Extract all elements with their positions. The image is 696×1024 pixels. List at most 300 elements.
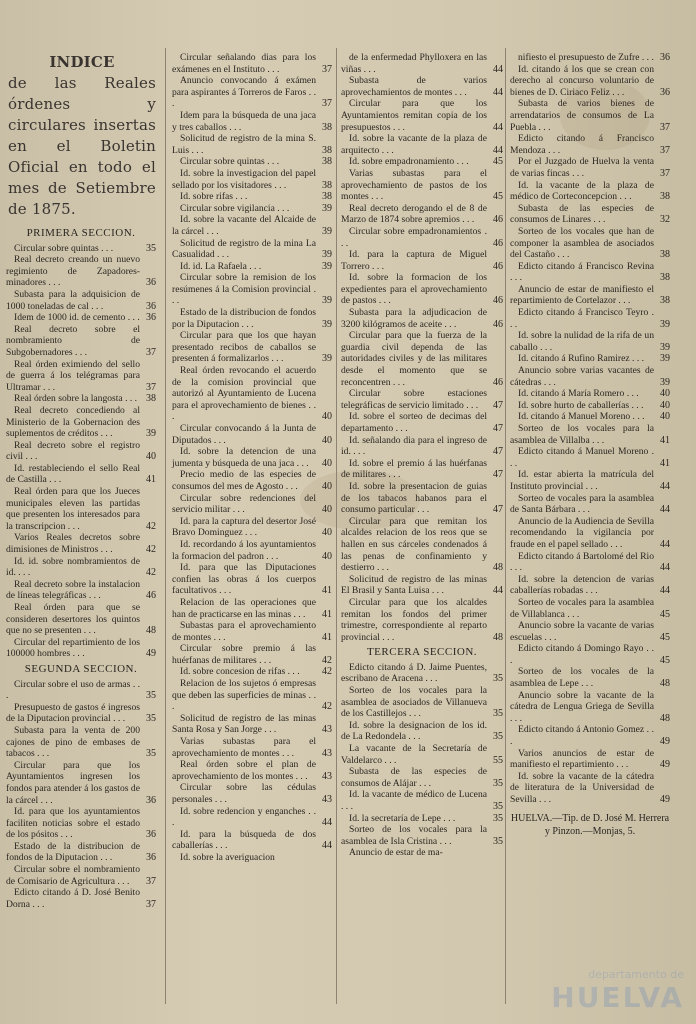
index-entry bbox=[510, 493, 670, 516]
entry-page-number: 35 bbox=[493, 731, 503, 743]
entry-page-number: 47 bbox=[493, 399, 503, 411]
index-entry bbox=[510, 620, 670, 643]
index-entry bbox=[172, 516, 332, 539]
entry-text: Real órden sobre el plan de aprovechamiento de los montes . . . bbox=[172, 759, 316, 782]
index-entry bbox=[172, 829, 332, 852]
index-entry bbox=[172, 562, 332, 597]
entry-text: Varias subastas para el aprovechamiento de montes . . . bbox=[172, 736, 316, 759]
entry-text: Sorteo de los vocales que han de componer la asamblea de asociados del Castaño . . . bbox=[510, 225, 654, 261]
entry-text: La vacante de la Secretaría de Valdelarco . . . bbox=[341, 743, 487, 766]
entry-page-number: 37 bbox=[146, 898, 156, 910]
index-entry bbox=[341, 516, 503, 574]
entry-page-number: 48 bbox=[493, 631, 503, 643]
entry-text: Circular para que los Ayuntamientos ingresen los fondos para atender á los gastos de la cárcel . . . bbox=[6, 759, 140, 806]
entry-text: Real decreto sobre la instalacion de líneas telegráficas . . . bbox=[6, 578, 140, 602]
entry-text: Circular sobre estaciones telegráficas de servicio limitado . . . bbox=[341, 388, 487, 411]
entry-text: Subastas para el aprovechamiento de montes . . . bbox=[172, 620, 316, 643]
entry-text: Circular sobre la remision de los resúmenes á la Comision provincial . . . bbox=[172, 272, 316, 307]
entry-text: Circular sobre quintas . . . bbox=[180, 156, 280, 168]
entry-text: Edicto citando á Francisco Revina . . . bbox=[510, 260, 654, 284]
index-title bbox=[6, 52, 156, 220]
entry-text: Id. para que las Diputaciones confien las obras á los cuerpos facultativos . . . bbox=[172, 562, 316, 597]
entry-page-number: 36 bbox=[660, 52, 670, 63]
index-entry bbox=[341, 743, 503, 766]
index-entry bbox=[510, 400, 670, 412]
index-entry bbox=[341, 52, 503, 75]
entry-text: Anuncio de estar de manifiesto el repartimiento de Cortelazor . . . bbox=[510, 283, 654, 307]
index-entry bbox=[172, 133, 332, 156]
index-entry bbox=[6, 679, 156, 702]
entry-list bbox=[6, 679, 156, 911]
entry-page-number: 36 bbox=[146, 794, 156, 806]
entry-page-number: 46 bbox=[493, 376, 503, 388]
entry-text: Anuncio de la Audiencia de Sevilla recomendando la vigilancia por fraude en el papel sellado . . . bbox=[510, 515, 654, 550]
entry-text: Edicto citando á Francisco Teyro . . . bbox=[510, 307, 654, 330]
index-entry bbox=[172, 261, 332, 273]
entry-text: Real órden para que los Jueces municipales eleven las partidas que presenten los interesados para la transcripcion . . . bbox=[6, 486, 140, 532]
entry-page-number: 39 bbox=[322, 225, 332, 237]
entry-page-number: 40 bbox=[322, 411, 332, 423]
entry-text: Subasta para la adjudicacion de 3200 kilógramos de aceite . . . bbox=[341, 307, 487, 330]
entry-text: Subasta de las especies de consumos de Alájar . . . bbox=[341, 766, 487, 789]
index-entry bbox=[510, 156, 670, 179]
entry-page-number: 40 bbox=[660, 399, 670, 411]
entry-page-number: 36 bbox=[146, 829, 156, 841]
index-entry bbox=[510, 690, 670, 725]
index-entry bbox=[341, 411, 503, 434]
entry-text: Edicto citando á Bartolomé del Rio . . . bbox=[510, 550, 654, 574]
index-entry bbox=[510, 203, 670, 226]
entry-text: Circular sobre el uso de armas . . . bbox=[6, 678, 141, 702]
entry-text: Id. sobre la vacante del Alcaide de la cárcel . . . bbox=[172, 214, 316, 237]
index-entry bbox=[172, 52, 332, 75]
entry-list bbox=[172, 52, 332, 864]
section-heading-tercera: TERCERA SECCION. bbox=[366, 646, 478, 659]
entry-text: Id. sobre el premio á las huérfanas de militares . . . bbox=[341, 457, 487, 481]
entry-page-number: 38 bbox=[660, 191, 670, 203]
entry-text: Circular sobre redenciones del servicio militar . . . bbox=[172, 492, 316, 516]
entry-page-number: 46 bbox=[146, 590, 156, 602]
entry-text: Relacion de los sujetos ó empresas que deben las superficies de minas . . . bbox=[172, 678, 316, 713]
entry-page-number: 44 bbox=[660, 562, 670, 574]
entry-page-number: 38 bbox=[660, 295, 670, 307]
entry-page-number: 35 bbox=[493, 673, 503, 685]
column-rule bbox=[165, 48, 166, 1004]
index-entry bbox=[172, 238, 332, 261]
entry-text: Sorteo de vocales para la asamblea de Santa Bárbara . . . bbox=[510, 492, 654, 516]
entry-page-number: 47 bbox=[493, 446, 503, 458]
entry-text: Id. estar abierta la matrícula del Instituto provincial . . . bbox=[510, 469, 654, 492]
entry-page-number: 39 bbox=[660, 376, 670, 388]
entry-page-number: 48 bbox=[146, 625, 156, 637]
entry-text: Relacion de las operaciones que han de practicarse en las minas . . . bbox=[172, 596, 316, 620]
entry-text: Circular para que los alcaldes remitan los fondos del primer trimestre, correspondiente al reparto provincial . . . bbox=[341, 596, 487, 643]
index-entry bbox=[510, 353, 670, 365]
column-rule bbox=[505, 48, 506, 1004]
entry-list bbox=[341, 52, 503, 643]
entry-text: Real decreto sobre el registro civil . . . bbox=[6, 439, 140, 463]
entry-text: Idem para la búsqueda de una jaca y tres caballos . . . bbox=[172, 109, 316, 133]
entry-page-number: 37 bbox=[660, 167, 670, 179]
entry-page-number: 38 bbox=[322, 144, 332, 156]
entry-text: Circular para que remitan los alcaldes relacion de los reos que se hallen en sus cárceles condenados á las penas de confinamiento y destierro . . . bbox=[341, 515, 487, 574]
entry-page-number: 44 bbox=[493, 86, 503, 98]
index-entry bbox=[172, 214, 332, 237]
entry-page-number: 35 bbox=[493, 708, 503, 720]
section-heading-primera: PRIMERA SECCION. bbox=[26, 227, 136, 239]
index-entry bbox=[6, 556, 156, 579]
entry-page-number: 42 bbox=[146, 567, 156, 579]
entry-text: Edicto citando á Francisco Mendoza . . . bbox=[510, 133, 654, 156]
index-entry bbox=[510, 724, 670, 747]
printer-footer: HUELVA.—Tip. de D. José M. Herrera y Pinzon.—Monjas, 5. bbox=[510, 812, 670, 837]
entry-text: Id. sobre la averiguacion bbox=[180, 851, 275, 863]
entry-text: Id. citando á Manuel Moreno . . . bbox=[518, 411, 645, 423]
index-entry bbox=[510, 52, 670, 64]
index-entry bbox=[510, 330, 670, 353]
index-entry bbox=[510, 551, 670, 574]
entry-text: Estado de la distribucion de fondos por la Diputacion . . . bbox=[172, 307, 316, 330]
entry-page-number: 46 bbox=[493, 260, 503, 272]
index-entry bbox=[6, 579, 156, 602]
entry-text: Id. sobre redencion y enganches . . . bbox=[172, 805, 316, 829]
index-entry bbox=[510, 180, 670, 203]
entry-page-number: 41 bbox=[660, 457, 670, 469]
index-entry bbox=[341, 98, 503, 133]
index-entry bbox=[6, 463, 156, 486]
index-entry bbox=[172, 307, 332, 330]
entry-page-number: 45 bbox=[660, 608, 670, 620]
index-entry bbox=[341, 458, 503, 481]
entry-text: Presupuesto de gastos é ingresos de la Diputacion provincial . . . bbox=[6, 701, 140, 725]
index-entry bbox=[341, 330, 503, 388]
entry-text: Id. para la búsqueda de dos caballerías . . . bbox=[172, 828, 316, 852]
entry-page-number: 38 bbox=[146, 393, 156, 405]
entry-text: Id. citando á María Romero . . . bbox=[518, 388, 639, 400]
entry-text: Id. sobre la designacion de los id. de La Redondela . . . bbox=[341, 719, 487, 743]
entry-text: Real órden sobre la langosta . . . bbox=[14, 393, 138, 405]
watermark-line1: departamento de bbox=[588, 968, 684, 981]
entry-text: Anuncio convocando á exámen para aspirantes á Torreros de Faros . . . bbox=[172, 75, 316, 110]
entry-page-number: 39 bbox=[322, 202, 332, 214]
entry-page-number: 48 bbox=[660, 678, 670, 690]
entry-text: Precio medio de las especies de consumos del mes de Agosto . . . bbox=[172, 469, 316, 492]
entry-page-number: 46 bbox=[493, 318, 503, 330]
index-entry bbox=[172, 493, 332, 516]
index-entry bbox=[172, 643, 332, 666]
entry-page-number: 39 bbox=[322, 353, 332, 365]
entry-page-number: 48 bbox=[493, 562, 503, 574]
index-entry bbox=[510, 133, 670, 156]
entry-text: Estado de la distribucion de fondos de la Diputacion . . . bbox=[6, 840, 140, 864]
entry-page-number: 35 bbox=[493, 812, 503, 824]
index-entry bbox=[510, 748, 670, 771]
entry-text: Id. sobre la detencion de varias caballerías robadas . . . bbox=[510, 573, 654, 597]
entry-page-number: 49 bbox=[146, 648, 156, 660]
index-entry bbox=[172, 539, 332, 562]
entry-text: Id. para que los ayuntamientos faciliten noticias sobre el estado de los pósitos . . . bbox=[6, 806, 140, 841]
entry-text: Subasta para la adquisicion de 1000 toneladas de cal . . . bbox=[6, 288, 140, 312]
entry-text: Id. sobre la formacion de los expedientes para el aprovechamiento de pastos . . . bbox=[341, 272, 487, 307]
index-entry bbox=[6, 243, 156, 255]
entry-page-number: 41 bbox=[322, 585, 332, 597]
index-entry bbox=[6, 702, 156, 725]
entry-list bbox=[341, 662, 503, 859]
entry-text: Circular convocando á la Junta de Diputados . . . bbox=[172, 423, 316, 446]
entry-text: Circular sobre las cédulas personales . . . bbox=[172, 782, 316, 805]
index-entry bbox=[341, 156, 503, 168]
entry-page-number: 44 bbox=[660, 504, 670, 516]
index-entry bbox=[510, 307, 670, 330]
entry-page-number: 42 bbox=[322, 654, 332, 666]
entry-text: Edicto citando á D. Jaime Puentes, escribano de Aracena . . . bbox=[341, 661, 487, 685]
index-entry bbox=[341, 813, 503, 825]
entry-text: Subasta para la venta de 200 cajones de pino de embases de tabacos . . . bbox=[6, 724, 140, 760]
entry-text: Circular sobre premio á las huérfanas de militares . . . bbox=[172, 643, 316, 666]
entry-text: Solicitud de registro de la mina S. Luis . . . bbox=[172, 133, 316, 156]
column-1 bbox=[6, 52, 156, 910]
column-rule bbox=[336, 48, 337, 1004]
entry-page-number: 42 bbox=[146, 520, 156, 532]
index-entry bbox=[341, 824, 503, 847]
entry-page-number: 45 bbox=[493, 191, 503, 203]
entry-page-number: 39 bbox=[660, 353, 670, 365]
title-text: de las Reales órdenes y circulares insertas en el Boletin Oficial en todo el mes de Setiembre de 1875. bbox=[8, 74, 156, 218]
entry-page-number: 39 bbox=[322, 260, 332, 272]
entry-page-number: 40 bbox=[322, 527, 332, 539]
archive-watermark bbox=[534, 968, 684, 1016]
entry-text: Circular para que los Ayuntamientos remitan copia de los presupuestos . . . bbox=[341, 98, 487, 133]
index-entry bbox=[341, 662, 503, 685]
entry-page-number: 38 bbox=[322, 179, 332, 191]
entry-text: Solicitud de registro de las minas El Brasil y Santa Luisa . . . bbox=[341, 573, 487, 597]
entry-page-number: 46 bbox=[493, 237, 503, 249]
index-entry bbox=[172, 330, 332, 365]
entry-page-number: 39 bbox=[146, 428, 156, 440]
entry-page-number: 49 bbox=[660, 794, 670, 805]
index-entry bbox=[341, 203, 503, 226]
index-entry bbox=[510, 516, 670, 551]
entry-page-number: 40 bbox=[322, 550, 332, 562]
entry-page-number: 38 bbox=[322, 191, 332, 203]
index-entry bbox=[341, 685, 503, 720]
entry-text: Id. para la captura de Miguel Torrero . . . bbox=[341, 249, 487, 272]
entry-text: Edicto citando á Antonio Gomez . . . bbox=[510, 724, 654, 748]
entry-page-number: 40 bbox=[322, 434, 332, 446]
section-heading-segunda: SEGUNDA SECCION. bbox=[24, 662, 138, 675]
index-entry bbox=[6, 312, 156, 324]
index-entry bbox=[172, 759, 332, 782]
index-entry bbox=[172, 191, 332, 203]
entry-page-number: 36 bbox=[146, 852, 156, 864]
index-entry bbox=[172, 168, 332, 191]
index-entry bbox=[341, 272, 503, 307]
entry-page-number: 39 bbox=[660, 318, 670, 330]
entry-page-number: 47 bbox=[493, 469, 503, 481]
entry-page-number: 41 bbox=[146, 474, 156, 486]
index-entry bbox=[6, 602, 156, 637]
index-entry bbox=[172, 423, 332, 446]
entry-page-number: 38 bbox=[660, 249, 670, 261]
entry-text: Id. sobre la presentacion de guias de los tabacos habanos para el consumo particular . . . bbox=[341, 480, 487, 516]
index-entry bbox=[172, 597, 332, 620]
entry-page-number: 37 bbox=[146, 346, 156, 358]
entry-page-number: 42 bbox=[322, 701, 332, 713]
watermark-line2: HUELVA bbox=[551, 981, 684, 1014]
entry-page-number: 44 bbox=[493, 63, 503, 75]
entry-page-number: 40 bbox=[322, 480, 332, 492]
entry-page-number: 40 bbox=[322, 457, 332, 469]
entry-text: Real decreto sobre el nombramiento de Subgobernadores . . . bbox=[6, 323, 140, 358]
entry-page-number: 45 bbox=[660, 631, 670, 643]
index-entry bbox=[510, 469, 670, 492]
entry-page-number: 55 bbox=[493, 754, 503, 766]
entry-page-number: 39 bbox=[322, 318, 332, 330]
entry-text: Sorteo de vocales para la asamblea de Villablanca . . . bbox=[510, 596, 654, 620]
entry-page-number: 47 bbox=[493, 504, 503, 516]
entry-page-number: 36 bbox=[146, 277, 156, 289]
entry-page-number: 44 bbox=[493, 585, 503, 597]
entry-text: Sorteo de los vocales de la asamblea de Lepe . . . bbox=[510, 666, 654, 690]
entry-page-number: 40 bbox=[660, 388, 670, 400]
entry-text: Edicto citando á Domingo Rayo . . . bbox=[510, 643, 654, 666]
entry-page-number: 39 bbox=[322, 249, 332, 261]
entry-page-number: 46 bbox=[493, 214, 503, 226]
index-entry bbox=[6, 725, 156, 760]
entry-text: Idem de 1000 id. de cemento . . . bbox=[14, 312, 140, 324]
entry-text: Varios Reales decretos sobre dimisiones de Ministros . . . bbox=[6, 532, 140, 556]
column-2 bbox=[172, 52, 332, 864]
entry-text: Edicto citando á Manuel Moreno . . . bbox=[510, 446, 654, 469]
index-entry bbox=[510, 771, 670, 806]
index-entry bbox=[172, 736, 332, 759]
index-entry bbox=[341, 481, 503, 516]
entry-page-number: 37 bbox=[322, 98, 332, 110]
entry-text: Id. recordando á los ayuntamientos la formacion del padron . . . bbox=[172, 538, 316, 562]
index-entry bbox=[6, 841, 156, 864]
entry-page-number: 35 bbox=[146, 748, 156, 760]
entry-text: Circular señalando dias para los exámenes en el Instituto . . . bbox=[172, 52, 316, 75]
index-entry bbox=[172, 156, 332, 168]
index-entry bbox=[172, 678, 332, 713]
index-entry bbox=[510, 388, 670, 400]
index-entry bbox=[6, 405, 156, 440]
index-entry bbox=[510, 597, 670, 620]
entry-page-number: 38 bbox=[660, 272, 670, 284]
entry-page-number: 45 bbox=[493, 156, 503, 168]
index-entry bbox=[510, 446, 670, 469]
entry-page-number: 46 bbox=[493, 295, 503, 307]
index-entry bbox=[6, 887, 156, 910]
index-entry bbox=[510, 64, 670, 99]
entry-page-number: 41 bbox=[660, 434, 670, 446]
entry-page-number: 49 bbox=[660, 759, 670, 771]
entry-text: Id. para la captura del desertor José Bravo Dominguez . . . bbox=[172, 515, 316, 539]
entry-page-number: 37 bbox=[146, 381, 156, 393]
entry-text: Id. sobre la vacante de la plaza de arquitecto . . . bbox=[341, 133, 487, 156]
entry-page-number: 43 bbox=[322, 747, 332, 759]
entry-page-number: 44 bbox=[493, 121, 503, 133]
entry-page-number: 35 bbox=[146, 242, 156, 254]
index-entry bbox=[510, 98, 670, 133]
entry-text: Circular del repartimiento de los 100000 hombres . . . bbox=[6, 636, 140, 660]
index-entry bbox=[341, 766, 503, 789]
index-entry bbox=[341, 847, 503, 859]
entry-page-number: 44 bbox=[660, 585, 670, 597]
entry-text: Edicto citando á D. José Benito Dorna . . . bbox=[6, 887, 140, 910]
entry-page-number: 48 bbox=[660, 712, 670, 724]
index-entry bbox=[172, 666, 332, 678]
entry-text: Id. la vacante de médico de Lucena . . . bbox=[341, 789, 487, 812]
index-entry bbox=[6, 359, 156, 394]
index-entry bbox=[172, 365, 332, 423]
entry-text: Anuncio sobre varias vacantes de cátedras . . . bbox=[510, 365, 654, 388]
entry-page-number: 47 bbox=[493, 423, 503, 434]
entry-text: Varias subastas para el aprovechamiento de pastos de los montes . . . bbox=[341, 167, 487, 203]
entry-text: Solicitud de registro de las minas Santa Rosa y San Jorge . . . bbox=[172, 712, 316, 736]
entry-page-number: 35 bbox=[146, 690, 156, 702]
entry-page-number: 40 bbox=[146, 451, 156, 463]
entry-page-number: 44 bbox=[660, 538, 670, 550]
index-entry bbox=[341, 75, 503, 98]
index-entry bbox=[341, 574, 503, 597]
entry-text: Real decreto creando un nuevo regimiento de Zapadores-minadores . . . bbox=[6, 254, 140, 289]
entry-text: Id. restableciendo el sello Real de Castilla . . . bbox=[6, 462, 140, 486]
entry-page-number: 35 bbox=[146, 713, 156, 725]
index-entry bbox=[510, 574, 670, 597]
index-entry bbox=[510, 666, 670, 689]
index-entry bbox=[341, 388, 503, 411]
index-entry bbox=[6, 864, 156, 887]
index-entry bbox=[341, 249, 503, 272]
entry-text: Anuncio sobre la vacante de la cátedra de Lengua Griega de Sevilla . . . bbox=[510, 689, 654, 724]
entry-text: Real órden para que se consideren desertores los quintos que no se presenten . . . bbox=[6, 602, 140, 637]
index-entry bbox=[6, 760, 156, 806]
entry-text: Id. sobre concesion de rifas . . . bbox=[180, 666, 300, 678]
index-entry bbox=[172, 620, 332, 643]
entry-text: Por el Juzgado de Huelva la venta de varias fincas . . . bbox=[510, 156, 654, 179]
index-entry bbox=[6, 806, 156, 841]
entry-text: Id. sobre hurto de caballerías . . . bbox=[518, 399, 644, 411]
entry-page-number: 32 bbox=[660, 214, 670, 226]
entry-page-number: 42 bbox=[322, 666, 332, 678]
entry-page-number: 49 bbox=[660, 736, 670, 748]
entry-text: Id. señalando dia para el ingreso de id. . . . bbox=[341, 434, 487, 458]
column-3 bbox=[341, 52, 503, 859]
index-entry bbox=[510, 365, 670, 388]
entry-page-number: 38 bbox=[322, 156, 332, 168]
entry-page-number: 41 bbox=[322, 631, 332, 643]
index-entry bbox=[341, 597, 503, 643]
entry-page-number: 44 bbox=[322, 840, 332, 852]
title-heading: INDICE bbox=[49, 53, 115, 71]
entry-text: Id. la vacante de la plaza de médico de Corteconcepcion . . . bbox=[510, 179, 654, 203]
entry-page-number: 44 bbox=[660, 480, 670, 492]
entry-page-number: 40 bbox=[660, 411, 670, 423]
entry-page-number: 44 bbox=[493, 144, 503, 156]
entry-page-number: 36 bbox=[660, 86, 670, 98]
index-entry bbox=[341, 168, 503, 203]
entry-text: Subasta de varios bienes de arrendatarios de consumos de La Puebla . . . bbox=[510, 98, 654, 133]
entry-text: Anuncio de estar de ma- bbox=[349, 847, 443, 859]
index-entry bbox=[510, 423, 670, 446]
index-entry bbox=[172, 852, 332, 864]
entry-text: Solicitud de registro de la mina La Casualidad . . . bbox=[172, 237, 316, 261]
index-entry bbox=[510, 284, 670, 307]
index-entry bbox=[172, 446, 332, 469]
entry-text: Subasta de las especies de consumos de Linares . . . bbox=[510, 202, 654, 226]
index-entry bbox=[6, 440, 156, 463]
